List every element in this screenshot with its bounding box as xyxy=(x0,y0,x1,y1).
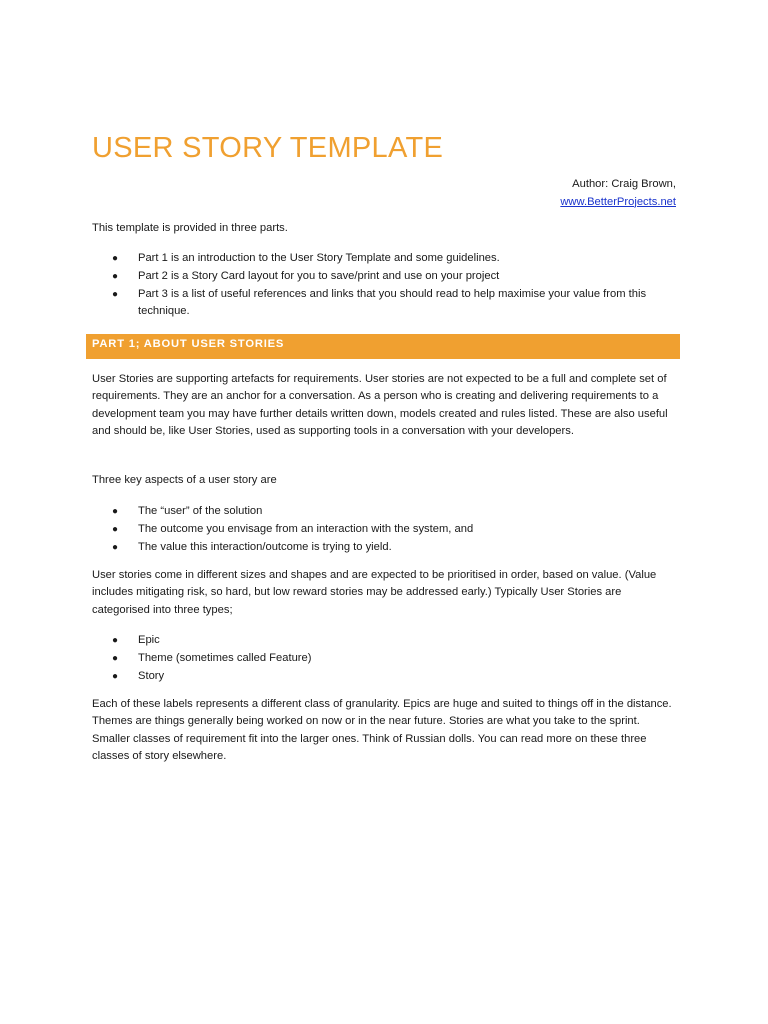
list-item: ● The “user” of the solution xyxy=(92,503,680,520)
types-list xyxy=(92,632,680,686)
paragraph: User stories come in different sizes and shapes and are expected to be prioritised in order, based on value. (Value includes mitigating risk, so hard, but low reward stories may be addressed early.) Typically User Stories are categorised into three types; xyxy=(92,569,657,616)
paragraph: Three key aspects of a user story are xyxy=(92,474,277,486)
bullet-icon: ● xyxy=(112,671,119,682)
bullet-icon: ● xyxy=(112,289,119,300)
bullet-icon: ● xyxy=(112,524,119,535)
intro-text: This template is provided in three parts. xyxy=(92,222,288,234)
list-item: ● Part 1 is an introduction to the User Story Template and some guidelines. xyxy=(92,250,680,267)
list-item: ● Part 3 is a list of useful references and links that you should read to help maximise your value from this technique. xyxy=(112,288,647,318)
bullet-icon: ● xyxy=(112,653,119,664)
list-item: ● The outcome you envisage from an interaction with the system, and xyxy=(92,521,680,538)
parts-list xyxy=(92,250,680,321)
bullet-icon: ● xyxy=(112,635,119,646)
bullet-icon: ● xyxy=(112,271,119,282)
section-heading-bar xyxy=(86,334,680,359)
author-block xyxy=(560,176,676,211)
aspects-list xyxy=(92,503,680,557)
list-item: ● Story xyxy=(92,668,680,685)
bullet-icon: ● xyxy=(112,542,119,553)
paragraph: Each of these labels represents a different class of granularity. Epics are huge and suited to things off in the distance. Themes are things generally being worked on now or in the near future. Stories are what you take to the sprint. Smaller classes of requirement fit into the larger ones. Think of Russian dolls. You can read more on these three classes of story elsewhere. xyxy=(92,698,672,763)
list-item: ● Theme (sometimes called Feature) xyxy=(92,650,680,667)
section-heading: PART 1; ABOUT USER STORIES xyxy=(92,338,285,350)
author-line: Author: Craig Brown, xyxy=(572,178,676,190)
list-item: ● Part 2 is a Story Card layout for you to save/print and use on your project xyxy=(92,268,680,285)
list-item: ● Epic xyxy=(92,632,680,649)
author-website-link[interactable]: www.BetterProjects.net xyxy=(560,195,676,208)
bullet-icon: ● xyxy=(112,253,119,264)
bullet-icon: ● xyxy=(112,506,119,517)
list-item: ● The value this interaction/outcome is trying to yield. xyxy=(92,539,680,556)
document-title: USER STORY TEMPLATE xyxy=(92,132,444,164)
paragraph: User Stories are supporting artefacts for requirements. User stories are not expected to be a full and complete set of requirements. They are an anchor for a conversation. As a person who is creating and delivering requirements to a development team you may have further details written down, models created and rules listed. These are also useful and should be, like User Stories, used as supporting tools in a conversation with your developers. xyxy=(92,373,668,438)
